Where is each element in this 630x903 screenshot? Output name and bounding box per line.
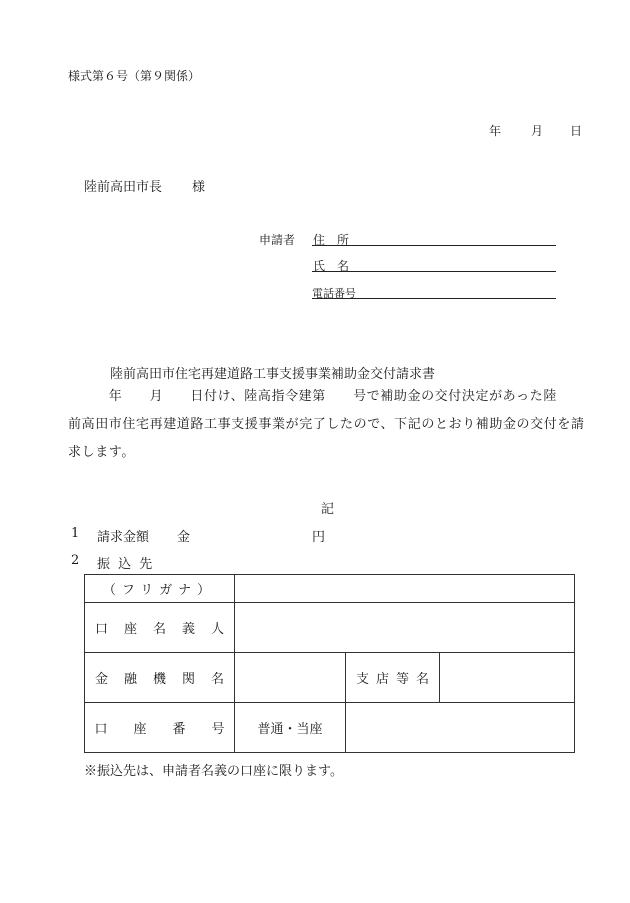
account-holder-field[interactable] [235, 603, 575, 653]
account-number-field[interactable] [346, 703, 575, 753]
item1-number: 1 [71, 526, 80, 541]
body-line-2: 前高田市住宅再建道路工事支援事業が完了したので、下記のとおり補助金の交付を請 [68, 417, 585, 432]
account-type-label: 普通・当座 [235, 703, 346, 753]
transfer-table [84, 574, 575, 753]
date-day-label: 日 [570, 124, 583, 138]
bank-name-field[interactable] [235, 653, 346, 703]
addressee-honorific: 様 [192, 180, 206, 195]
table-row-account-number [85, 703, 575, 753]
body-paragraph [68, 383, 588, 467]
branch-name-label: 支店等名 [346, 653, 440, 703]
table-row-bank [85, 653, 575, 703]
addressee-name: 陸前高田市長 [84, 180, 163, 195]
applicant-address-label: 住 所 [313, 233, 350, 247]
date-month-label: 月 [531, 124, 544, 138]
account-number-label: 口 座 番 号 [85, 703, 235, 753]
bank-name-label: 金融機関名 [85, 653, 235, 703]
body-line-3: 求します。 [68, 445, 135, 460]
document-title: 陸前高田市住宅再建道路工事支援事業補助金交付請求書 [110, 367, 436, 382]
applicant-address-field[interactable] [312, 245, 556, 246]
applicant-phone-label: 電話番号 [312, 287, 356, 300]
item1-label: 請求金額 [97, 530, 150, 545]
body-line-1: 年 月 日付け、陸高指令建第 号で補助金の交付決定があった陸 [68, 389, 557, 404]
item2-number: 2 [71, 553, 80, 568]
applicant-label: 申請者 [259, 233, 296, 247]
item1-kin: 金 [177, 530, 191, 545]
transfer-note: ※振込先は、申請者名義の口座に限ります。 [84, 764, 343, 779]
table-row-account-holder [85, 603, 575, 653]
item1-yen: 円 [312, 530, 326, 545]
applicant-phone-field[interactable] [312, 298, 556, 299]
applicant-name-label: 氏 名 [313, 259, 350, 273]
furigana-label: （フリガナ） [85, 575, 235, 603]
form-number: 様式第６号（第９関係） [68, 69, 201, 83]
item2-label: 振 込 先 [97, 557, 155, 572]
branch-name-field[interactable] [440, 653, 575, 703]
applicant-name-field[interactable] [312, 271, 556, 272]
account-holder-label: 口座名義人 [85, 603, 235, 653]
ki-heading: 記 [321, 502, 335, 517]
table-row-furigana [85, 575, 575, 603]
date-year-label: 年 [489, 124, 502, 138]
furigana-field[interactable] [235, 575, 575, 603]
